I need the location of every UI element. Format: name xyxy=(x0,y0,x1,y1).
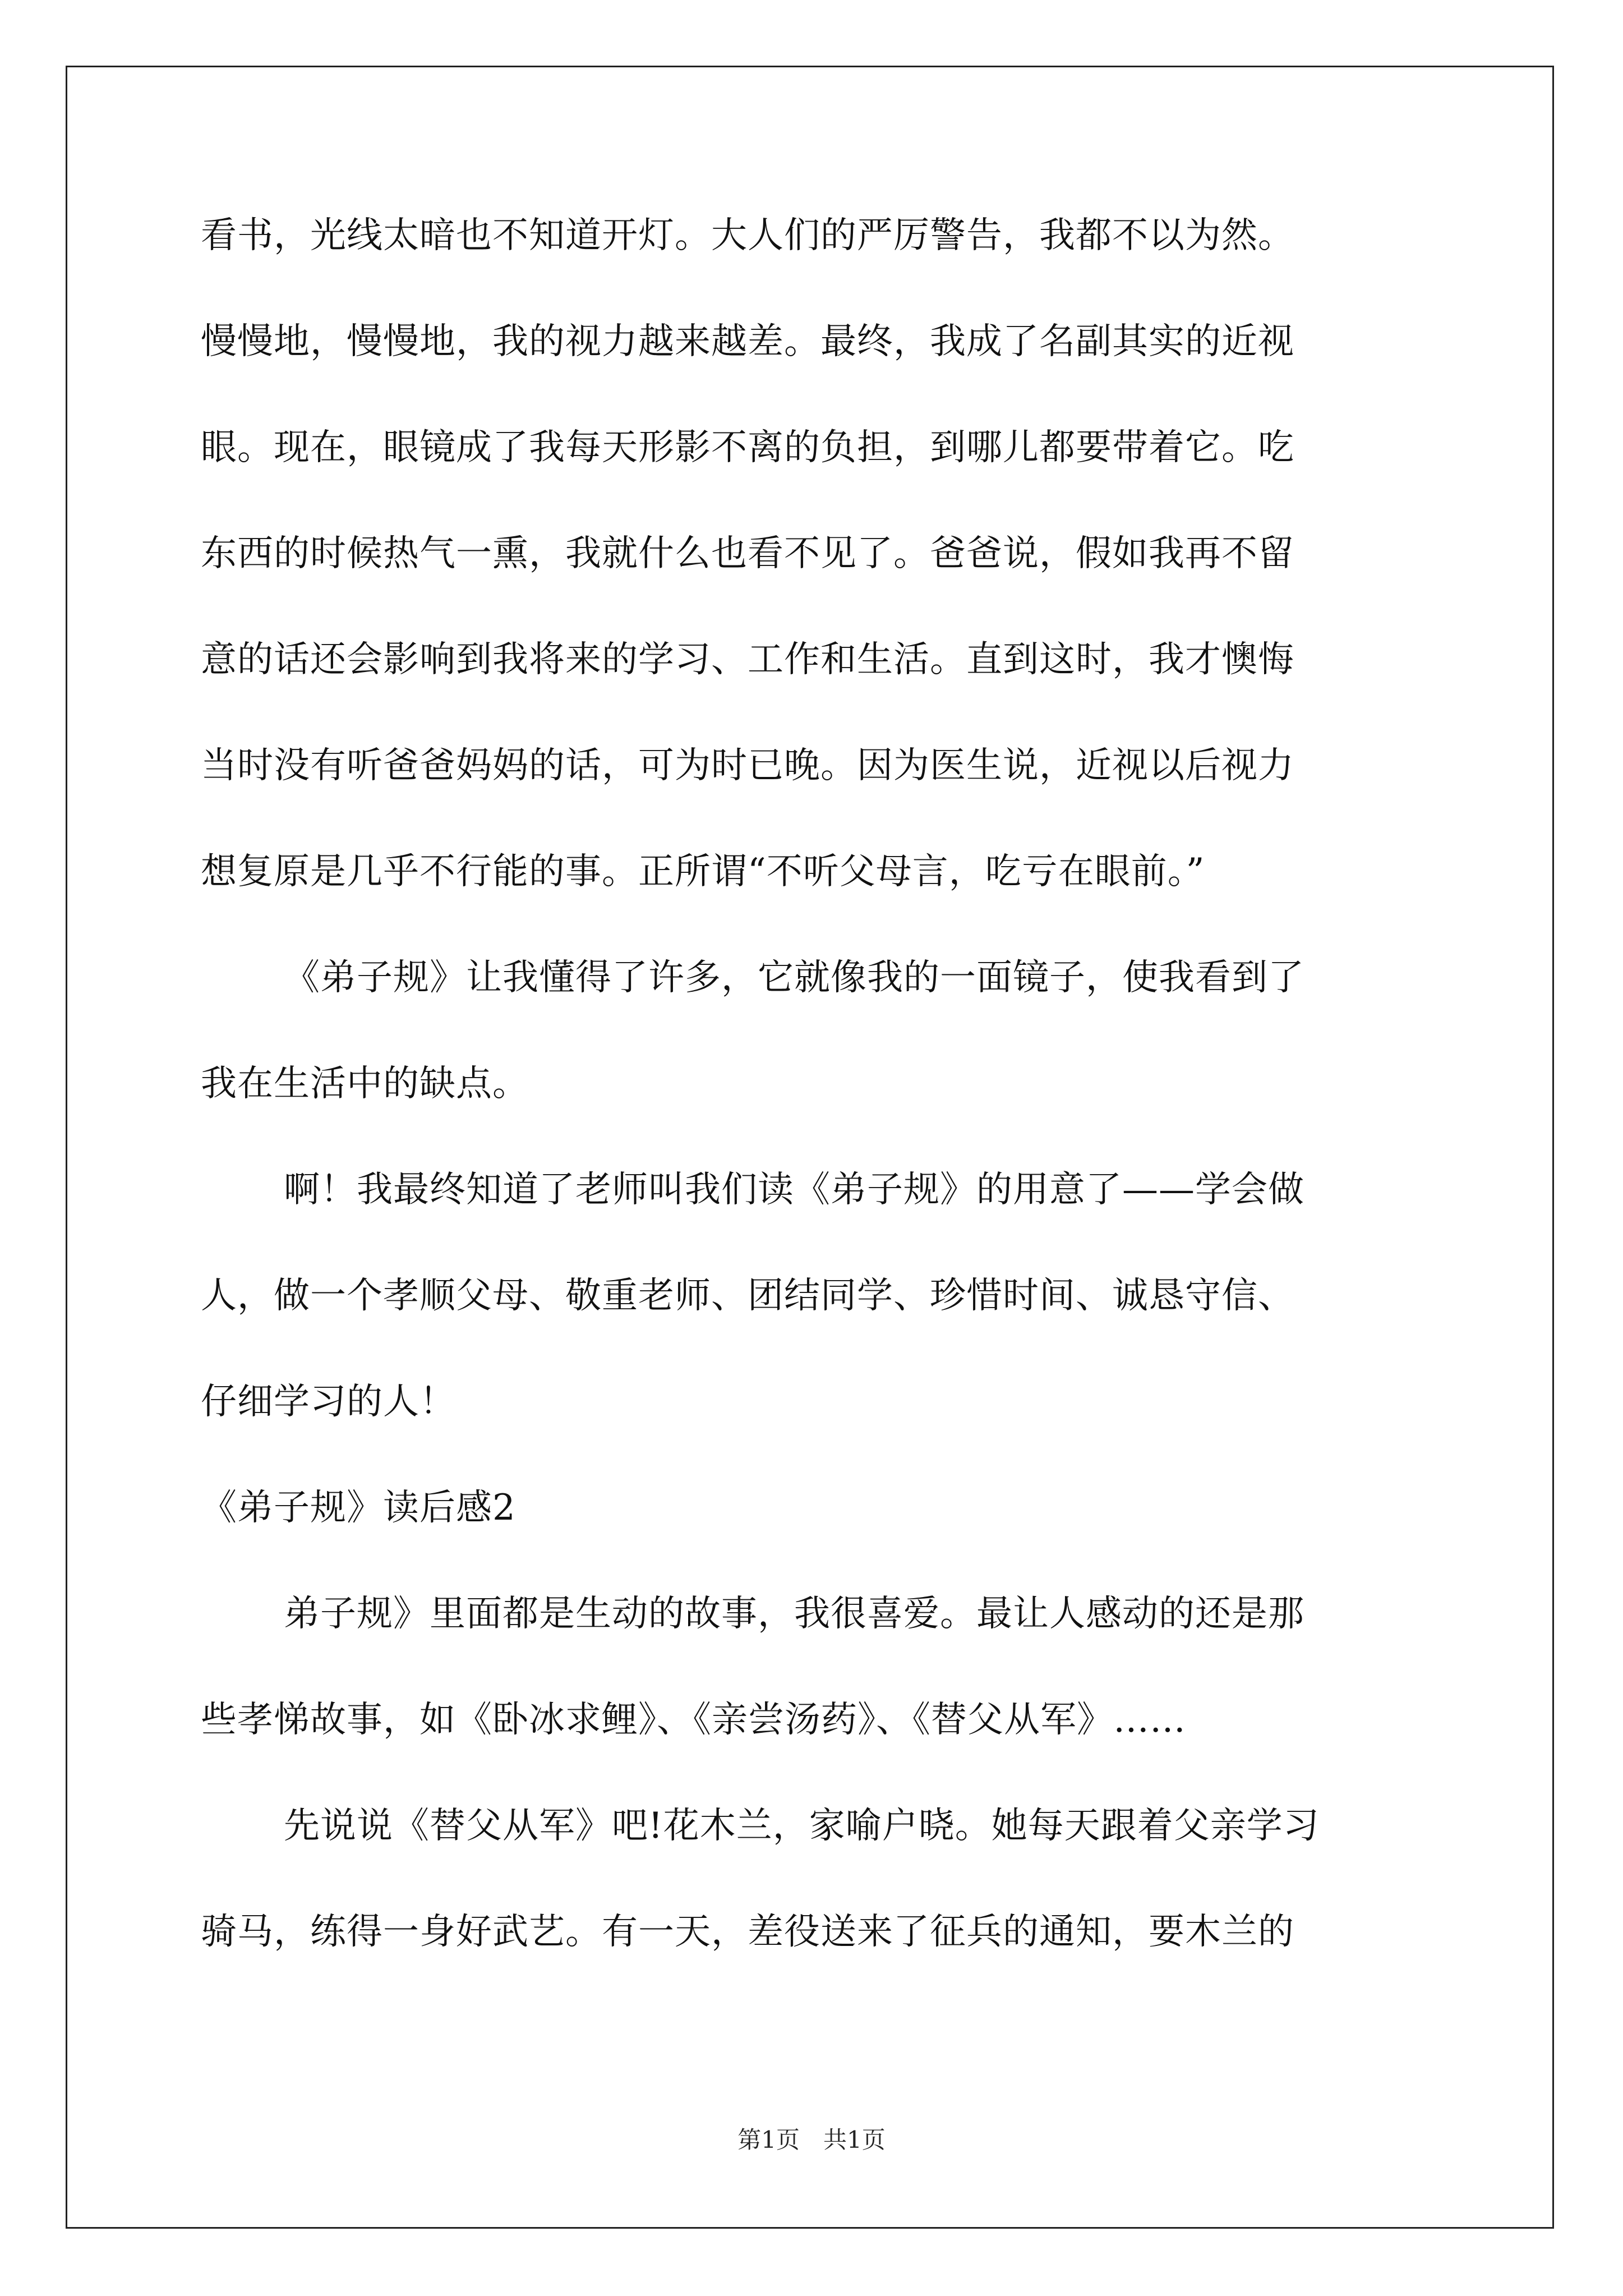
text-line: 意的话还会影响到我将来的学习、工作和生活。直到这时，我才懊悔 xyxy=(201,639,1294,680)
text-line: 人，做一个孝顺父母、敬重老师、团结同学、珍惜时间、诚恳守信、 xyxy=(201,1275,1294,1317)
document-body xyxy=(201,213,1435,2016)
text-line: 慢慢地，慢慢地，我的视力越来越差。最终，我成了名副其实的近视 xyxy=(201,321,1294,362)
text-line: 些孝悌故事，如《卧冰求鲤》、《亲尝汤药》、《替父从军》…… xyxy=(201,1699,1186,1741)
text-line: 骑马，练得一身好武艺。有一天，差役送来了征兵的通知，要木兰的 xyxy=(201,1911,1294,1953)
text-line: 眼。现在，眼镜成了我每天形影不离的负担，到哪儿都要带着它。吃 xyxy=(201,427,1294,468)
text-line: 弟子规》里面都是生动的故事，我很喜爱。最让人感动的还是那 xyxy=(284,1593,1304,1635)
text-line: 我在生活中的缺点。 xyxy=(201,1063,529,1105)
text-line: 看书，光线太暗也不知道开灯。大人们的严厉警告，我都不以为然。 xyxy=(201,215,1294,256)
text-line: 仔细学习的人！ xyxy=(201,1381,456,1423)
page-footer: 第1页 共1页 xyxy=(737,2126,886,2154)
text-line: 《弟子规》让我懂得了许多，它就像我的一面镜子，使我看到了 xyxy=(284,957,1304,999)
text-line: 想复原是几乎不行能的事。正所谓“不听父母言，吃亏在眼前。” xyxy=(201,851,1205,892)
text-line: 东西的时候热气一熏，我就什么也看不见了。爸爸说，假如我再不留 xyxy=(201,533,1294,574)
text-line: 当时没有听爸爸妈妈的话，可为时已晚。因为医生说，近视以后视力 xyxy=(201,745,1294,786)
section-heading: 《弟子规》读后感2 xyxy=(201,1487,516,1529)
text-line: 先说说《替父从军》吧!花木兰，家喻户晓。她每天跟着父亲学习 xyxy=(284,1805,1320,1847)
text-line: 啊！我最终知道了老师叫我们读《弟子规》的用意了——学会做 xyxy=(284,1169,1304,1211)
